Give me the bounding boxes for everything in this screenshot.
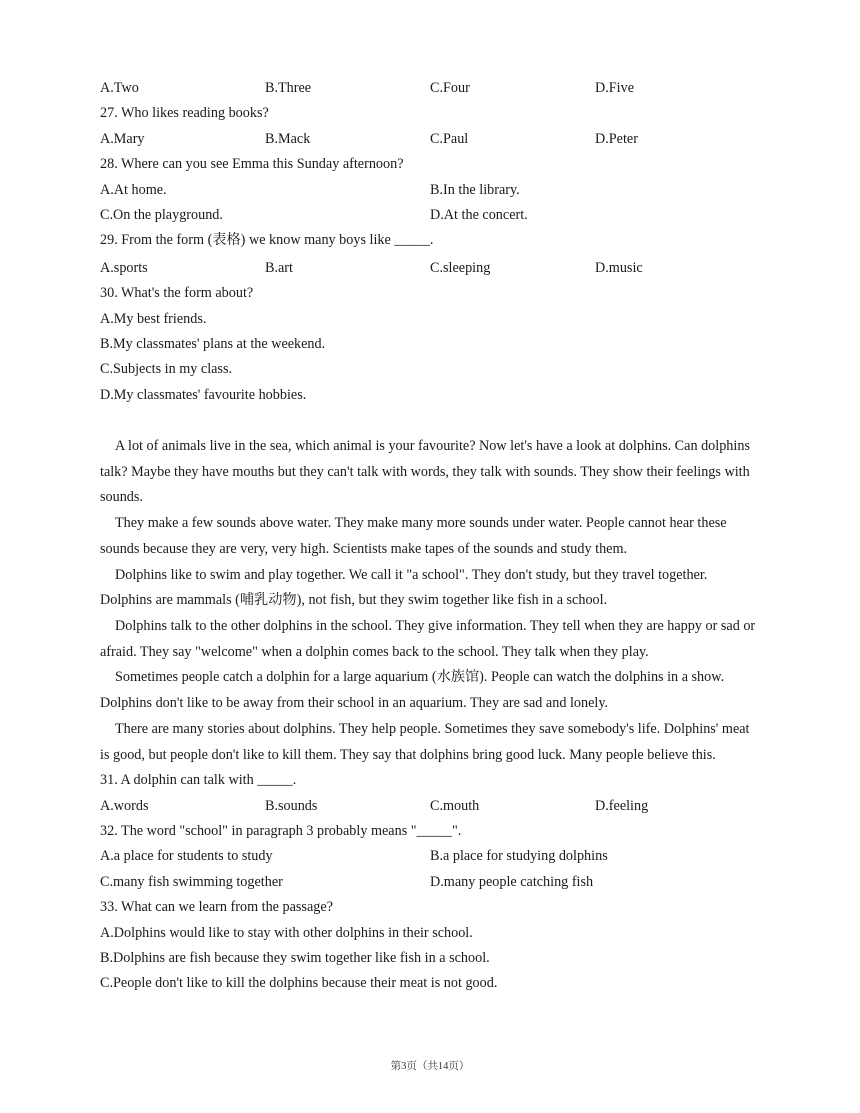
option: B.My classmates' plans at the weekend. — [100, 335, 326, 352]
q28-options-row2 — [100, 203, 760, 228]
q31-options — [100, 794, 760, 819]
reading-passage — [100, 434, 760, 768]
option: B.Mack — [265, 130, 311, 147]
passage-paragraph: Dolphins like to swim and play together. We call it "a school". They don't study, but they travel together. Dolphins are mammals (哺乳动物), not fish, but they swim together like fish in a school. — [100, 566, 708, 609]
passage-paragraph: Dolphins talk to the other dolphins in the school. They give information. They tell when they are happy or sad or afraid. They say "welcome" when a dolphin comes back to the school. They talk when they play. — [100, 618, 756, 660]
option: A.Dolphins would like to stay with other dolphins in their school. — [100, 924, 473, 941]
option: D.Peter — [595, 130, 638, 147]
option: C.Subjects in my class. — [100, 361, 233, 378]
question-30: 30. What's the form about? — [100, 285, 254, 302]
option: B.Three — [265, 80, 312, 96]
option: A.sports — [100, 259, 148, 276]
q27-options — [100, 127, 760, 152]
q26-options — [100, 76, 760, 101]
question-33: 33. What can we learn from the passage? — [100, 899, 333, 916]
option: C.On the playground. — [100, 206, 223, 223]
option: B.Dolphins are fish because they swim together like fish in a school. — [100, 949, 490, 966]
question-27: 27. Who likes reading books? — [100, 105, 269, 122]
q32-options-row2 — [100, 870, 760, 895]
option: C.sleeping — [430, 259, 491, 276]
question-28: 28. Where can you see Emma this Sunday afternoon? — [100, 156, 404, 173]
exam-page — [100, 76, 760, 997]
option: B.sounds — [265, 797, 318, 814]
option: A.words — [100, 797, 149, 814]
question-29: 29. From the form (表格) we know many boys like _____. — [100, 232, 434, 249]
q29-options — [100, 256, 760, 281]
option: C.mouth — [430, 797, 480, 814]
option: C.Paul — [430, 130, 469, 147]
option: D.My classmates' favourite hobbies. — [100, 386, 307, 403]
option: C.People don't like to kill the dolphins because their meat is not good. — [100, 975, 498, 992]
option: A.My best friends. — [100, 310, 207, 327]
option: A.Two — [100, 80, 139, 96]
option: D.many people catching fish — [430, 873, 594, 890]
q28-options-row1 — [100, 178, 760, 203]
option: C.Four — [430, 80, 470, 96]
option: B.a place for studying dolphins — [430, 848, 608, 865]
passage-paragraph: A lot of animals live in the sea, which animal is your favourite? Now let's have a look at dolphins. Can dolphins talk? Maybe they have mouths but they can't talk with words, they talk with sounds. They show their feelings with sounds. — [100, 438, 750, 506]
option: A.At home. — [100, 181, 167, 198]
question-32: 32. The word "school" in paragraph 3 probably means "_____". — [100, 823, 462, 839]
option: B.In the library. — [430, 181, 520, 198]
passage-paragraph: They make a few sounds above water. They make many more sounds under water. People cannot hear these sounds because they are very, very high. Scientists make tapes of the sounds and study them. — [100, 515, 727, 557]
option: D.music — [595, 259, 643, 276]
option: D.feeling — [595, 797, 649, 814]
option: D.Five — [595, 80, 635, 96]
option: C.many fish swimming together — [100, 873, 283, 890]
passage-paragraph: Sometimes people catch a dolphin for a large aquarium (水族馆). People can watch the dolphins in a show. Dolphins don't like to be away from their school in an aquarium. They are sad and lonely. — [100, 669, 725, 712]
page-number-footer: 第3页（共14页） — [390, 1061, 470, 1072]
option: A.Mary — [100, 130, 145, 147]
option: D.At the concert. — [430, 206, 528, 223]
option: A.a place for students to study — [100, 848, 273, 865]
passage-paragraph: There are many stories about dolphins. They help people. Sometimes they save somebody's life. Dolphins' meat is good, but people don't like to kill them. They say that dolphins bring good luck. Many people believe this. — [100, 720, 750, 763]
question-31: 31. A dolphin can talk with _____. — [100, 772, 297, 789]
q32-options-row1 — [100, 844, 760, 869]
option: B.art — [265, 259, 293, 276]
